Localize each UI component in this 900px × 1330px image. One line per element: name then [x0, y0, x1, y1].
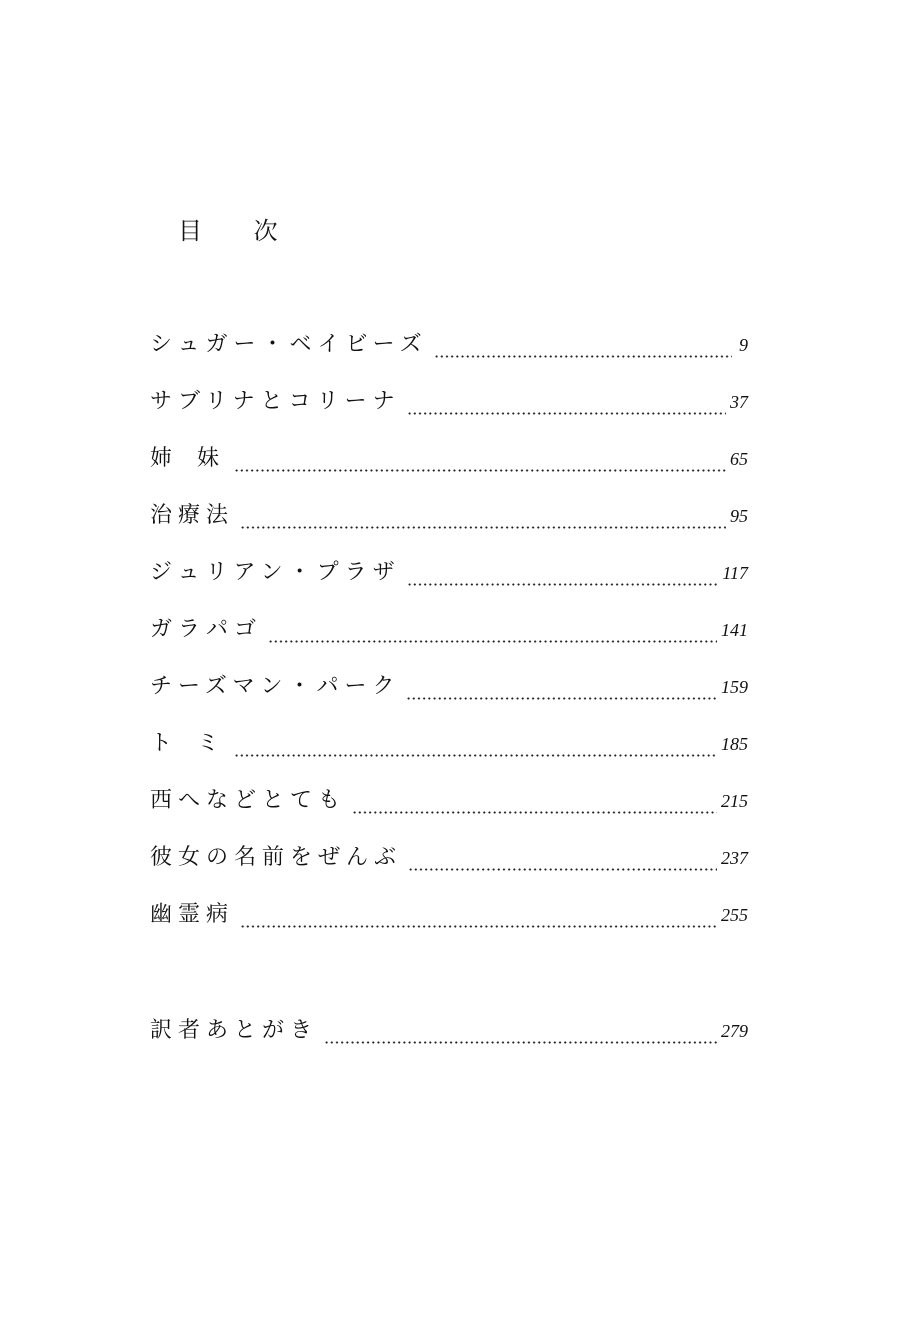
toc-entry-page: 141 [721, 620, 748, 640]
toc-entry [150, 839, 748, 896]
toc-dot-leader [240, 925, 717, 928]
toc-entry [150, 896, 748, 953]
toc-entry-title: 姉 妹 [150, 446, 228, 471]
toc-entry-page: 95 [730, 506, 748, 526]
toc-entry [150, 554, 748, 611]
toc-entry [150, 383, 748, 440]
toc-entry-page: 255 [721, 905, 748, 925]
toc-dot-leader [234, 469, 726, 472]
toc-entry-title: 訳者あとがき [150, 1018, 319, 1043]
toc-entry-title: 彼女の名前をぜんぶ [150, 845, 403, 870]
toc-entry-page: 159 [721, 677, 748, 697]
toc-dot-leader [268, 640, 717, 643]
toc-dot-leader [352, 811, 717, 814]
toc-entry-title: シュガー・ベイビーズ [150, 332, 428, 357]
toc-dot-leader [407, 412, 726, 415]
toc-list [150, 326, 748, 953]
toc-entry [150, 782, 748, 839]
toc-entry-afterword [150, 1012, 748, 1069]
toc-entry-title: ト ミ [150, 731, 228, 756]
toc-entry [150, 440, 748, 497]
toc-entry [150, 668, 748, 725]
toc-entry [150, 326, 748, 383]
toc-entry [150, 725, 748, 782]
toc-entry-page: 185 [721, 734, 748, 754]
toc-entry-title: 幽霊病 [150, 902, 235, 927]
toc-entry-page: 215 [721, 791, 748, 811]
toc-entry [150, 497, 748, 554]
toc-entry-page: 117 [722, 563, 748, 583]
toc-entry-title: 西へなどとても [150, 788, 347, 813]
toc-entry-page: 9 [739, 335, 748, 355]
toc-dot-leader [234, 754, 717, 757]
toc-dot-leader [406, 697, 717, 700]
toc-dot-leader [324, 1041, 717, 1044]
toc-entry-page: 279 [721, 1021, 748, 1041]
toc-entry-title: ガラパゴ [150, 617, 263, 642]
toc-afterword-list [150, 1012, 748, 1069]
toc-entry-title: サブリナとコリーナ [150, 389, 401, 414]
toc-entry-title: チーズマン・パーク [150, 674, 401, 699]
toc-entry-title: 治療法 [150, 503, 235, 528]
toc-dot-leader [407, 583, 719, 586]
toc-dot-leader [434, 355, 732, 358]
toc-heading: 目 次 [178, 217, 300, 245]
toc-dot-leader [240, 526, 726, 529]
toc-dot-leader [408, 868, 717, 871]
toc-entry-page: 37 [730, 392, 748, 412]
toc-entry-page: 65 [730, 449, 748, 469]
toc-entry [150, 611, 748, 668]
toc-entry-page: 237 [721, 848, 748, 868]
toc-entry-title: ジュリアン・プラザ [150, 560, 401, 585]
